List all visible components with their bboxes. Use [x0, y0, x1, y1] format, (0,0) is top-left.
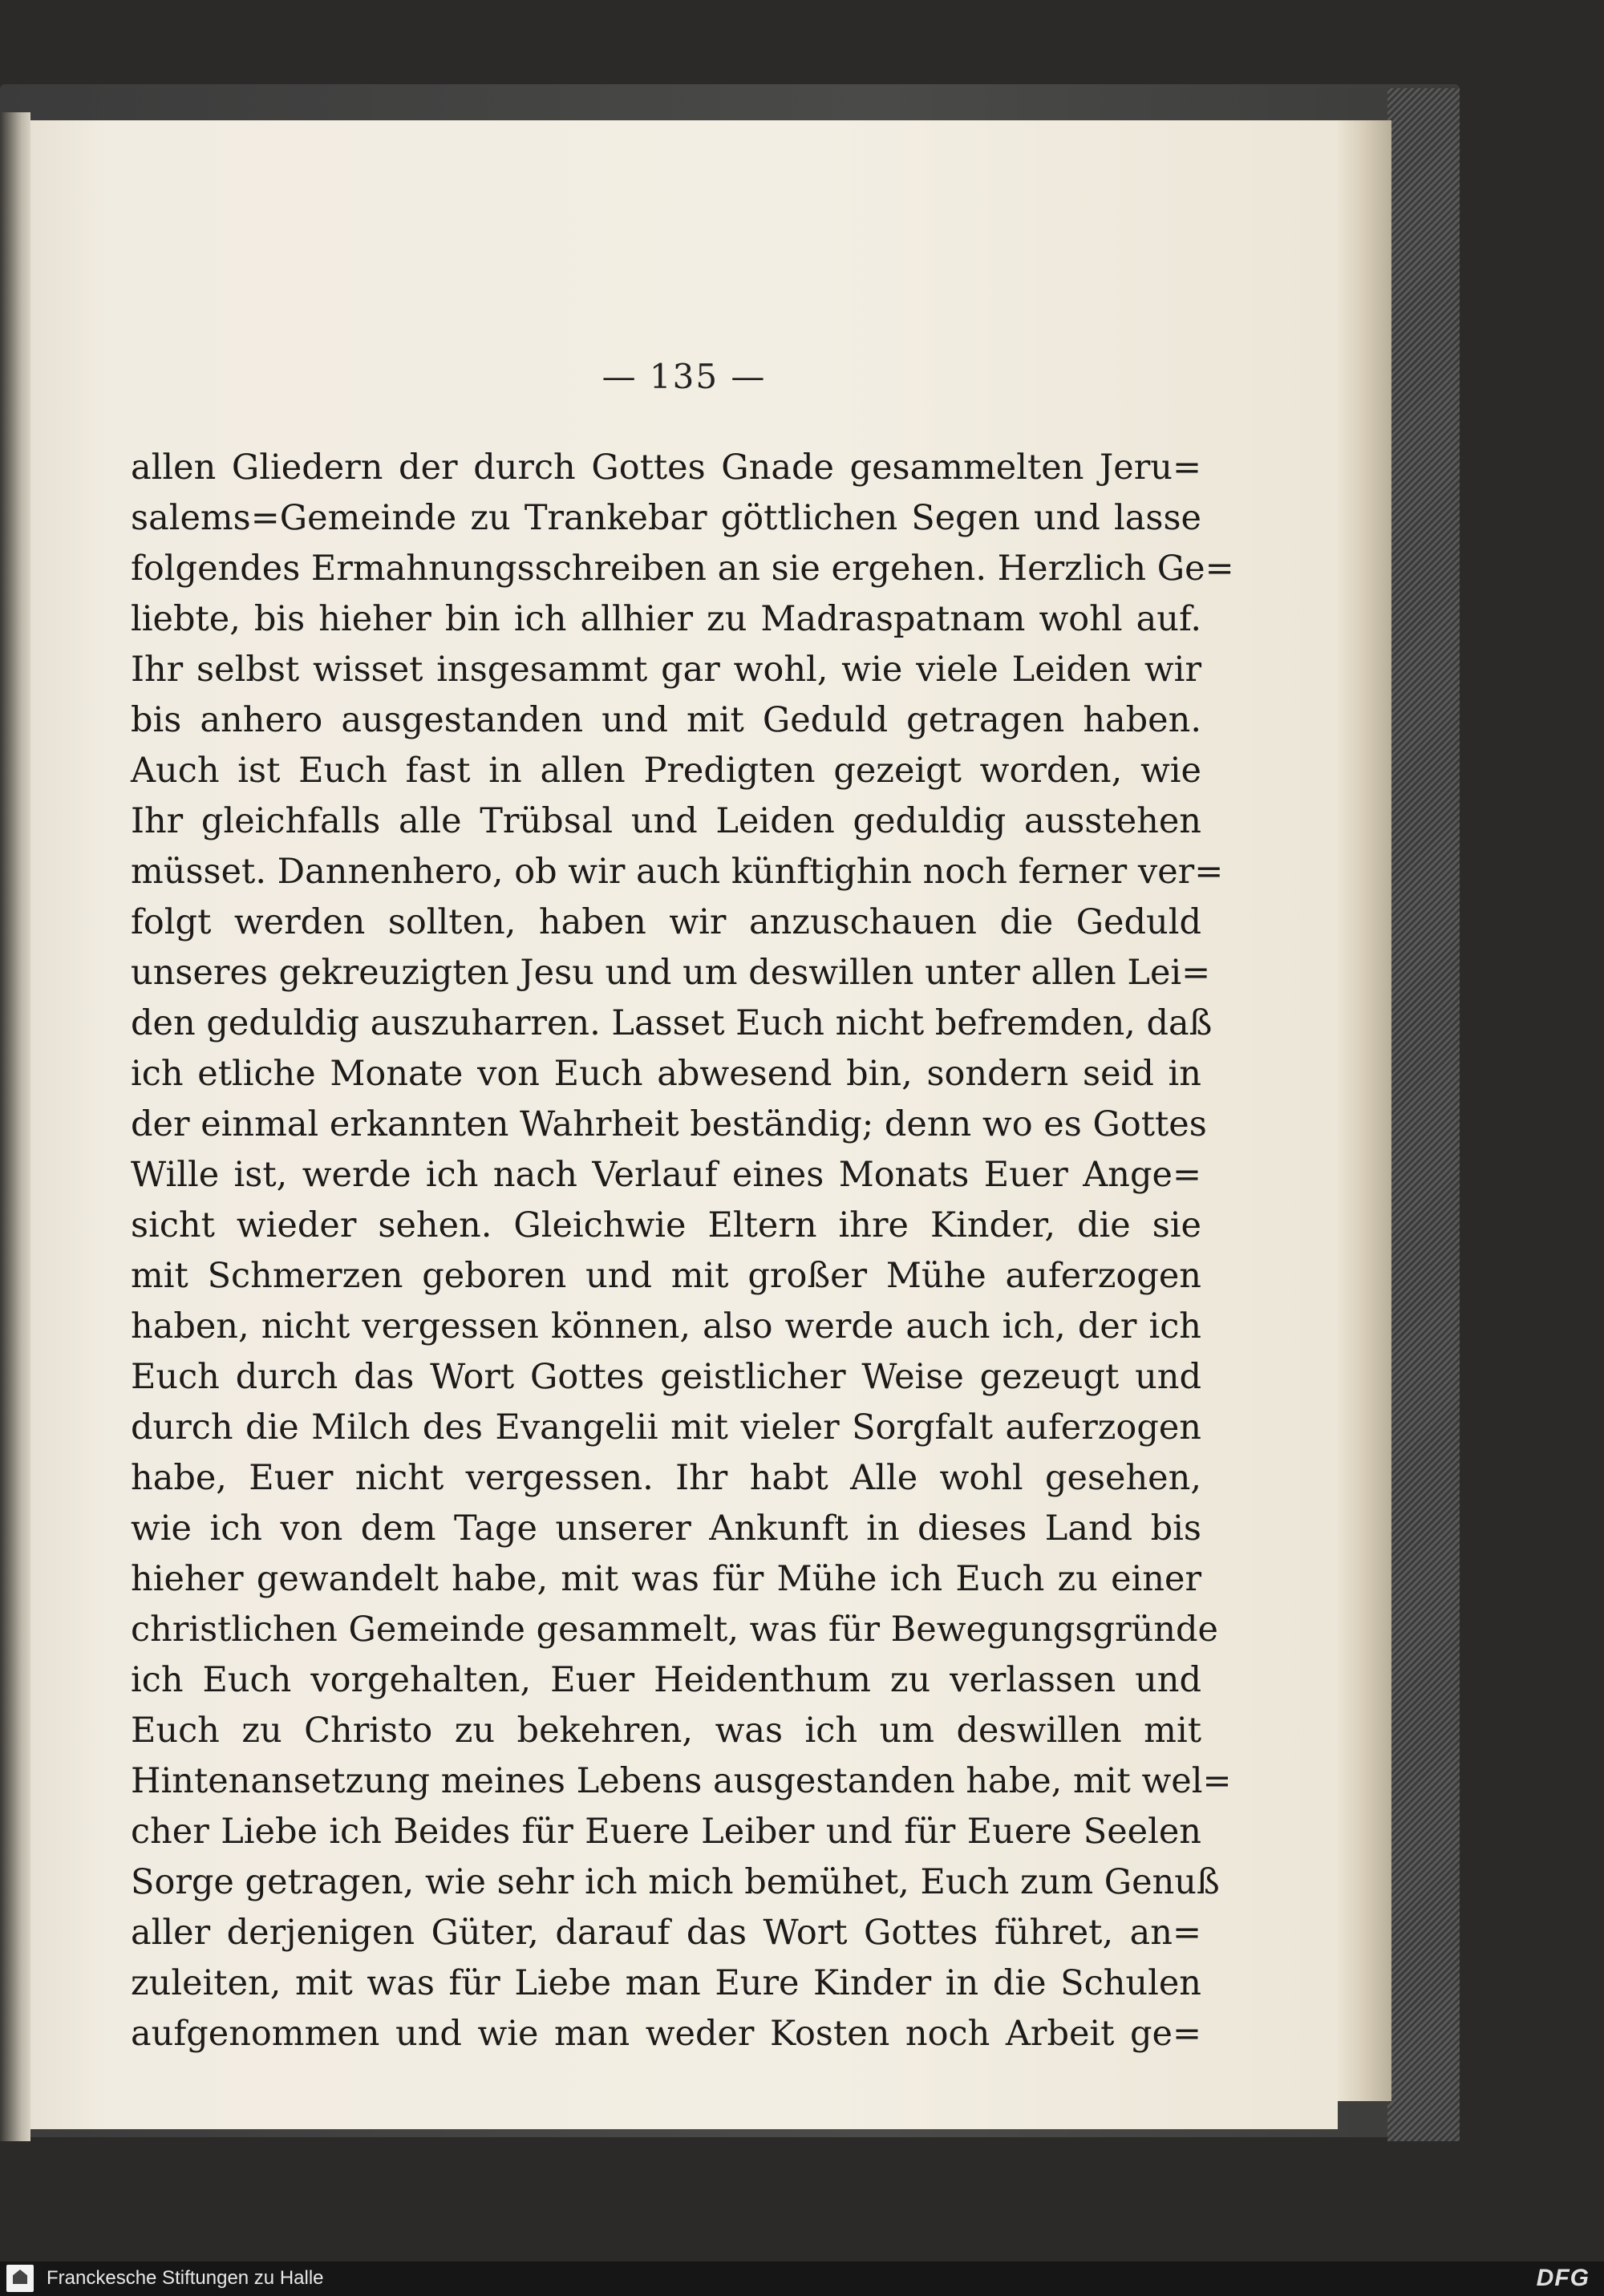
text-line: ich Euch vorgehalten, Euer Heidenthum zu verlassen und — [131, 1660, 1201, 1700]
text-line: hieher gewandelt habe, mit was für Mühe ich Euch zu einer — [131, 1559, 1201, 1599]
text-line: Wille ist, werde ich nach Verlauf eines Monats Euer Ange= — [131, 1155, 1201, 1195]
text-line: haben, nicht vergessen können, also werde auch ich, der ich — [131, 1306, 1201, 1346]
text-line: ich etliche Monate von Euch abwesend bin, sondern seid in — [131, 1054, 1201, 1094]
text-line: folgt werden sollten, haben wir anzuschauen die Geduld — [131, 902, 1201, 942]
text-line: salems=Gemeinde zu Trankebar göttlichen Segen und lasse — [131, 498, 1201, 538]
text-line: zuleiten, mit was für Liebe man Eure Kinder in die Schulen — [131, 1963, 1201, 2003]
text-line: der einmal erkannten Wahrheit beständig; denn wo es Gottes — [131, 1104, 1207, 1144]
text-line: habe, Euer nicht vergessen. Ihr habt Alle wohl gesehen, — [131, 1458, 1201, 1498]
text-line: aufgenommen und wie man weder Kosten noch Arbeit ge= — [131, 2014, 1201, 2054]
binding-gutter — [0, 112, 30, 2141]
book-page — [30, 120, 1338, 2129]
text-line: sicht wieder sehen. Gleichwie Eltern ihre Kinder, die sie — [131, 1205, 1201, 1245]
text-line: Euch durch das Wort Gottes geistlicher Weise gezeugt und — [131, 1357, 1201, 1397]
text-line: den geduldig auszuharren. Lasset Euch nicht befremden, daß — [131, 1003, 1213, 1043]
text-line: Auch ist Euch fast in allen Predigten gezeigt worden, wie — [131, 751, 1201, 791]
text-line: aller derjenigen Güter, darauf das Wort Gottes führet, an= — [131, 1913, 1201, 1953]
text-line: Hintenansetzung meines Lebens ausgestanden habe, mit wel= — [131, 1761, 1232, 1801]
text-line: Sorge getragen, wie sehr ich mich bemühet, Euch zum Genuß — [131, 1862, 1220, 1902]
text-line: allen Gliedern der durch Gottes Gnade gesammelten Jeru= — [131, 447, 1201, 488]
page-stack-edge — [1331, 120, 1391, 2101]
institution-name: Franckesche Stiftungen zu Halle — [47, 2267, 324, 2289]
text-line: müsset. Dannenhero, ob wir auch künftighin noch ferner ver= — [131, 852, 1224, 892]
text-line: cher Liebe ich Beides für Euere Leiber und für Euere Seelen — [131, 1812, 1201, 1852]
text-line: mit Schmerzen geboren und mit großer Mühe auferzogen — [131, 1256, 1201, 1296]
text-line: durch die Milch des Evangelii mit vieler Sorgfalt auferzogen — [131, 1407, 1201, 1448]
text-line: bis anhero ausgestanden und mit Geduld getragen haben. — [131, 700, 1201, 740]
text-line: Euch zu Christo zu bekehren, was ich um deswillen mit — [131, 1711, 1201, 1751]
text-line: liebte, bis hieher bin ich allhier zu Madraspatnam wohl auf. — [131, 599, 1201, 639]
text-line: christlichen Gemeinde gesammelt, was für Bewegungsgründe — [131, 1610, 1218, 1650]
text-line: folgendes Ermahnungsschreiben an sie ergehen. Herzlich Ge= — [131, 549, 1234, 589]
page-number: — 135 — — [602, 357, 767, 396]
body-text — [131, 443, 1234, 2059]
text-line: wie ich von dem Tage unserer Ankunft in dieses Land bis — [131, 1508, 1201, 1549]
text-line: Ihr selbst wisset insgesammt gar wohl, wie viele Leiden wir — [131, 650, 1201, 690]
text-line: unseres gekreuzigten Jesu und um deswillen unter allen Lei= — [131, 953, 1211, 993]
book-cover-edge — [1387, 88, 1460, 2141]
text-line: Ihr gleichfalls alle Trübsal und Leiden geduldig ausstehen — [131, 801, 1201, 841]
institution-logo-icon — [6, 2265, 34, 2292]
dfg-logo: DFG — [1536, 2265, 1590, 2291]
